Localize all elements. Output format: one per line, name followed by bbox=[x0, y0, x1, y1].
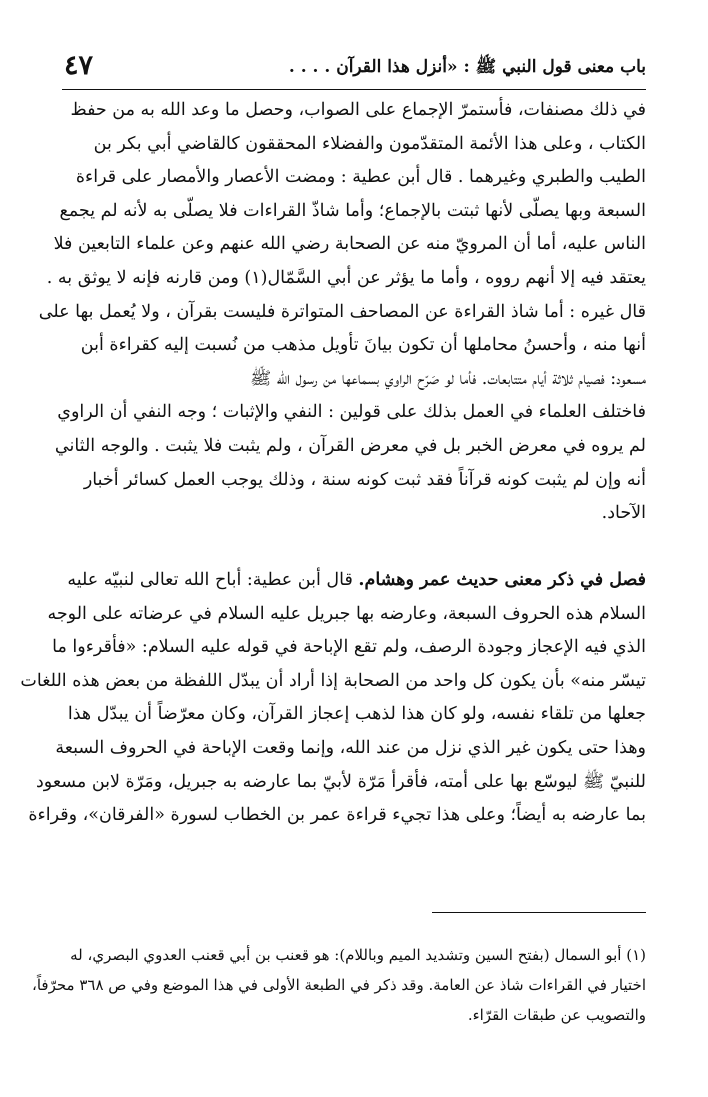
text-line: يعتقد فيه إلا أنهم رووه ، وأما ما يؤثر عن أبي السَّمّال(١) ومن قارنه فإنه لا يوثق به . bbox=[46, 267, 646, 288]
text-line: تيسّر منه» بأن يكون كل واحد من الصحابة إذا أراد أن يبدّل اللفظة من بعض هذه اللغات bbox=[20, 670, 646, 691]
text-line: الطيب والطبري وغيرهما . قال أبن عطية : ومضت الأعصار والأمصار على قراءة bbox=[75, 167, 646, 188]
footnote-rule bbox=[432, 912, 646, 913]
text-line: أنه وإن لم يثبت كونه قرآناً فقد ثبت كونه سنة ، وذلك يوجب العمل كسائر أخبار bbox=[83, 469, 646, 490]
text-line: مسعود: فصيام ثلاثة أيام متتابعات. فأما لو صَرّح الراوي بسماعها من رسول الله ﷺ bbox=[250, 368, 646, 389]
text-line: قال غيره : أما شاذ القراءة عن المصاحف المتواترة فليست بقرآن ، ولا يُعمل بها على bbox=[38, 301, 646, 322]
text-line: السبعة وبها يصلّى لأنها ثبتت بالإجماع؛ وأما شاذّ القراءات فلا يصلّى به لأنه لم يجمع bbox=[59, 200, 646, 221]
section-first-line bbox=[62, 564, 646, 598]
page-number: ٤٧ bbox=[64, 50, 94, 81]
text-line: في ذلك مصنفات، فأستمرّ الإجماع على الصواب، وحصل ما وعد الله به من حفظ bbox=[70, 100, 646, 120]
text-line: لم يروه في معرض الخبر بل في معرض القرآن ، ولم يثبت فلا يثبت . والوجه الثاني bbox=[54, 435, 646, 456]
section-first-line-text: قال أبن عطية: أباح الله تعالى لنبيّه عليه bbox=[67, 570, 359, 590]
page-header bbox=[62, 50, 646, 90]
footnote bbox=[32, 940, 646, 1030]
text-line: الكتاب ، وعلى هذا الأئمة المتقدّمون والفضلاء المحققون كالقاضي أبي بكر بن bbox=[93, 133, 646, 154]
footnote-line: والتصويب عن طبقات القرّاء. bbox=[467, 1006, 646, 1024]
text-line: فاختلف العلماء في العمل بذلك على قولين : النفي والإثبات ؛ وجه النفي أن الراوي bbox=[57, 402, 646, 423]
text-line: وهذا حتى يكون غير الذي نزل من عند الله، وإنما وقعت الإباحة في الحروف السبعة bbox=[55, 737, 646, 758]
text-line: الآحاد. bbox=[601, 503, 646, 524]
paragraph-1 bbox=[38, 94, 646, 531]
text-line: أنها منه ، وأحسنُ محاملها أن تكون بيانَ تأويل مذهب من نُسبت إليه كقراءة أبن bbox=[80, 335, 646, 356]
section-heading: فصل في ذكر معنى حديث عمر وهشام. bbox=[358, 570, 646, 590]
text-line: بما عارضه به أيضاً؛ وعلى هذا تجيء قراءة عمر بن الخطاب لسورة «الفرقان»، وقراءة bbox=[28, 805, 646, 826]
footnote-line: (١) أبو السمال (بفتح السين وتشديد الميم وباللام): هو قعنب بن أبي قعنب العدوي البصري، له bbox=[70, 946, 646, 964]
paragraph-2 bbox=[20, 564, 646, 833]
text-line: للنبيّ ﷺ ليوسّع بها على أمته، فأقرأ مَرّة لأبيّ بما عارضه به جبريل، ومَرّة لابن مسعود bbox=[36, 771, 646, 792]
text-line: الناس عليه، أما أن المرويّ منه عن الصحابة رضي الله عنهم وعن علماء التابعين فلا bbox=[53, 234, 646, 255]
footnote-line: اختيار في القراءات شاذ عن العامة. وقد ذكر في الطبعة الأولى في هذا الموضع وفي ص ٣٦٨ محرّفاً، bbox=[32, 976, 646, 994]
text-line: السلام هذه الحروف السبعة، وعارضه بها جبريل عليه السلام في عرضاته على الوجه bbox=[47, 603, 646, 624]
header-rule bbox=[62, 89, 646, 90]
running-head: باب معنى قول النبي ﷺ : «أنزل هذا القرآن . . . . bbox=[288, 57, 646, 77]
text-line: جعلها من تلقاء نفسه، ولو كان هذا لذهب إعجاز القرآن، وكان معرّضاً أن يبدّل هذا bbox=[67, 704, 646, 725]
text-line: الذي فيه الإعجاز وجودة الرصف، ولم تقع الإباحة في قوله عليه السلام: «فأقرءوا ما bbox=[52, 637, 646, 658]
